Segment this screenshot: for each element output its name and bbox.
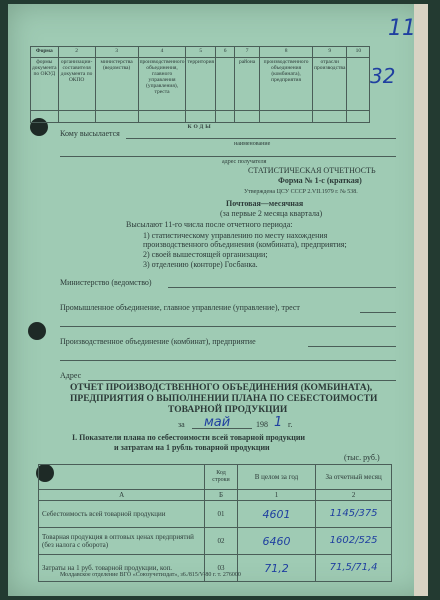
codes-col-label: министерства (ведомства) — [95, 58, 138, 111]
codes-col-label — [347, 58, 370, 111]
form-periodicity-note: (за первые 2 месяца квартала) — [220, 209, 323, 218]
row-label: Товарная продукция в оптовых ценах предприятий (без налога с оборота) — [39, 528, 205, 555]
recipient-address-caption: адрес получателя — [222, 159, 267, 165]
table-row — [39, 501, 392, 528]
codes-col-label: формы документа по ОКУД — [31, 58, 59, 111]
handwritten-page-number: 11 — [388, 16, 416, 41]
section-unit: (тыс. руб.) — [344, 453, 380, 462]
industrial-line-2 — [60, 326, 396, 327]
table-header: Код строки — [205, 465, 238, 490]
dispatch-lead: Высылают 11-го числа после отчетного периода: — [126, 220, 293, 229]
report-title-line: ПРЕДПРИЯТИЯ О ВЫПОЛНЕНИИ ПЛАНА ПО СЕБЕСТОИМОСТИ — [70, 394, 378, 404]
form-periodicity: Почтовая—месячная — [226, 199, 304, 208]
codes-col-label — [216, 58, 235, 111]
codes-header-label: Форма — [31, 47, 59, 58]
punch-hole — [28, 322, 46, 340]
production-line-2 — [60, 360, 396, 361]
row-code: 01 — [205, 501, 238, 528]
table-subheader: 1 — [237, 490, 315, 501]
row-code: 03 — [205, 555, 238, 582]
row-label: Затраты на 1 руб. товарной продукции, коп. — [39, 555, 205, 582]
codes-col-number: 5 — [186, 47, 216, 58]
period-prefix: за — [178, 420, 185, 429]
form-number: Форма № 1-с (краткая) — [278, 176, 362, 185]
dispatch-item: 3) отделению (конторе) Госбанка. — [143, 260, 258, 269]
row-month-value: 1145/375 — [316, 501, 392, 528]
table-header: В целом за год — [237, 465, 315, 490]
period-year-prefix: 198 — [256, 420, 268, 429]
adjacent-page-edge — [414, 4, 428, 596]
codes-col-number: 4 — [138, 47, 186, 58]
section-title-line: I. Показатели плана по себестоимости всей товарной продукции — [72, 433, 306, 442]
codes-table — [30, 46, 370, 131]
ministry-line — [168, 287, 396, 288]
report-title-line: ТОВАРНОЙ ПРОДУКЦИИ — [168, 405, 288, 415]
codes-col-label: района — [235, 58, 260, 111]
recipient-line — [126, 138, 396, 139]
row-year-value: 6460 — [237, 528, 315, 555]
codes-col-number: 10 — [347, 47, 370, 58]
period-month-handwritten: май — [204, 415, 231, 430]
codes-col-number: 3 — [95, 47, 138, 58]
address-line — [88, 380, 396, 381]
dispatch-item: 2) своей вышестоящей организации; — [143, 250, 268, 259]
section-title-line: и затратам на 1 рубль товарной продукции — [114, 443, 270, 452]
period-suffix: г. — [288, 420, 293, 429]
row-label: Себестоимость всей товарной продукции — [39, 501, 205, 528]
row-month-value: 71,5/71,4 — [316, 555, 392, 582]
table-subheader: А — [39, 490, 205, 501]
form-approval: Утверждена ЦСУ СССР 2.VII.1979 г. № 538. — [244, 189, 358, 195]
codes-col-label: отрасли производства — [313, 58, 347, 111]
stat-reporting-title: СТАТИСТИЧЕСКАЯ ОТЧЕТНОСТЬ — [248, 166, 376, 175]
codes-col-label: территория — [186, 58, 216, 111]
handwritten-mark: 32 — [370, 64, 396, 88]
recipient-address-line — [60, 156, 396, 157]
dispatch-item: 1) статистическому управлению по месту нахождения производственного объединения (комбината), предприятия; — [143, 231, 347, 250]
codes-col-label: организации-составителя документа по ОКПО — [58, 58, 95, 111]
table-subheader: Б — [205, 490, 238, 501]
report-title-line: ОТЧЕТ ПРОИЗВОДСТВЕННОГО ОБЪЕДИНЕНИЯ (КОМБИНАТА), — [70, 383, 373, 393]
codes-col-number: 2 — [58, 47, 95, 58]
recipient-name-caption: наименование — [234, 141, 271, 147]
table-header: За отчетный месяц — [316, 465, 392, 490]
codes-col-number: 9 — [313, 47, 347, 58]
codes-footer: КОДЫ — [187, 124, 213, 130]
production-field-label: Производственное объединение (комбинат), предприятие — [60, 337, 256, 346]
codes-col-number: 6 — [216, 47, 235, 58]
footer-imprint: Молдавское отделение ВГО «Союзучетиздат», з6./815/V-80 г. т. 276000 — [60, 572, 241, 578]
table-subheader: 2 — [316, 490, 392, 501]
row-year-value: 4601 — [237, 501, 315, 528]
address-field-label: Адрес — [60, 371, 82, 380]
row-code: 02 — [205, 528, 238, 555]
table-row — [39, 528, 392, 555]
industrial-field-label: Промышленное объединение, главное управление (управление), трест — [60, 303, 300, 312]
codes-col-label: производственного объединения, главного управления (управления), треста — [138, 58, 186, 111]
production-line — [308, 346, 396, 347]
recipient-label: Кому высылается — [60, 129, 120, 138]
row-month-value: 1602/525 — [316, 528, 392, 555]
industrial-line — [360, 312, 396, 313]
row-year-value: 71,2 — [237, 555, 315, 582]
codes-col-number: 7 — [235, 47, 260, 58]
codes-col-label: производственного объединения (комбината), предприятия — [260, 58, 313, 111]
codes-col-number: 8 — [260, 47, 313, 58]
ministry-field-label: Министерство (ведомство) — [60, 278, 152, 287]
cost-table — [38, 464, 392, 582]
table-header — [39, 465, 205, 490]
form-page — [8, 4, 428, 596]
period-year-handwritten: 1 — [274, 415, 283, 430]
